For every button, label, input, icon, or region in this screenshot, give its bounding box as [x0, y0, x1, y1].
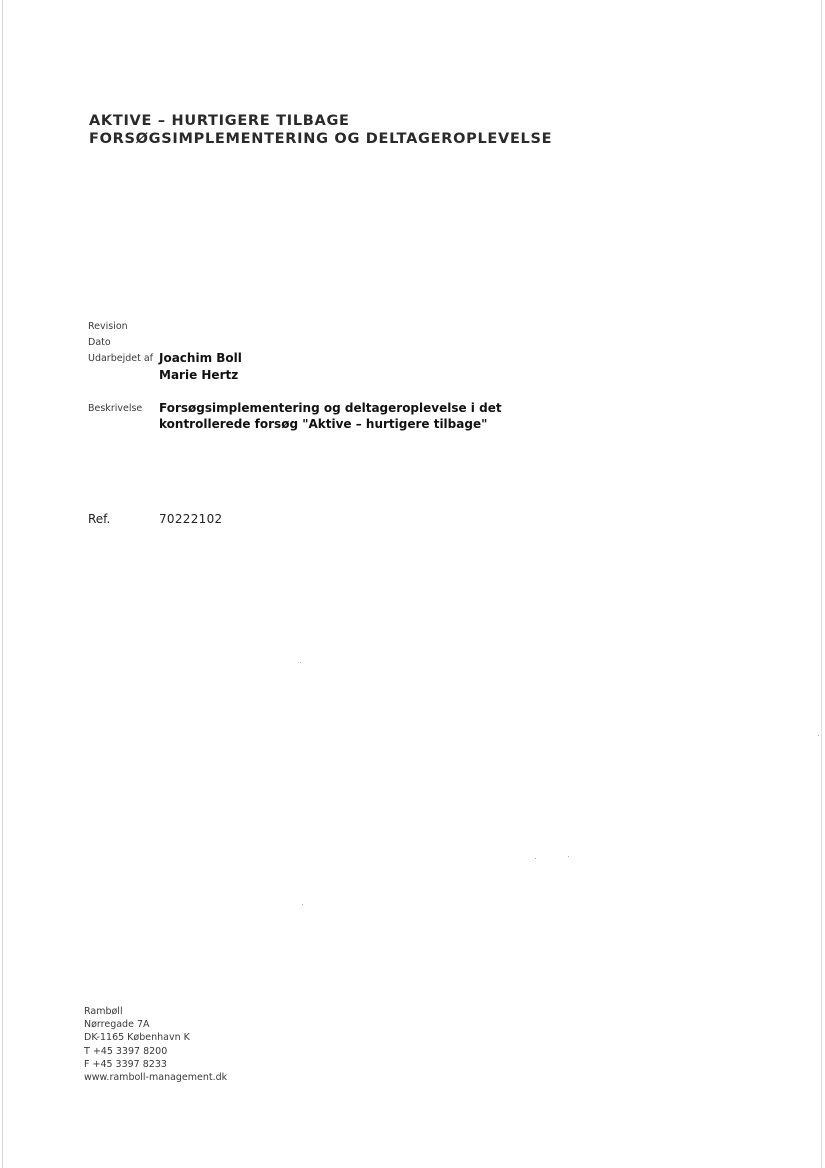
- prepared-by-label: Udarbejdet af: [88, 353, 154, 364]
- scan-edge-right: [821, 0, 822, 1168]
- description-line-1: Forsøgsimplementering og deltageroplevelse i det: [159, 401, 502, 415]
- scan-speck: [818, 735, 819, 736]
- scan-speck: [302, 904, 303, 905]
- description-label: Beskrivelse: [88, 403, 143, 414]
- address-city: DK-1165 København K: [84, 1032, 190, 1044]
- author-2: Marie Hertz: [159, 368, 239, 382]
- description-line-2: kontrollerede forsøg "Aktive – hurtigere tilbage": [159, 417, 488, 431]
- date-label: Dato: [88, 337, 111, 348]
- address-phone: T +45 3397 8200: [84, 1045, 168, 1057]
- address-web: www.ramboll-management.dk: [84, 1072, 228, 1084]
- company-address: [84, 1005, 227, 1084]
- revision-label: Revision: [88, 321, 128, 332]
- address-company: Rambøll: [84, 1006, 123, 1017]
- scan-speck: [300, 662, 301, 663]
- scan-speck: [568, 856, 569, 857]
- scan-speck: [535, 858, 536, 859]
- ref-value: 70222102: [159, 512, 223, 526]
- scan-edge-left: [2, 0, 3, 1168]
- author-1: Joachim Boll: [159, 351, 242, 365]
- title-line-1: AKTIVE – HURTIGERE TILBAGE: [89, 113, 350, 129]
- ref-label: Ref.: [88, 512, 111, 526]
- report-title: [89, 112, 789, 148]
- address-fax: F +45 3397 8233: [84, 1058, 167, 1070]
- address-street: Nørregade 7A: [84, 1019, 150, 1031]
- title-line-2: FORSØGSIMPLEMENTERING OG DELTAGEROPLEVELSE: [89, 131, 553, 147]
